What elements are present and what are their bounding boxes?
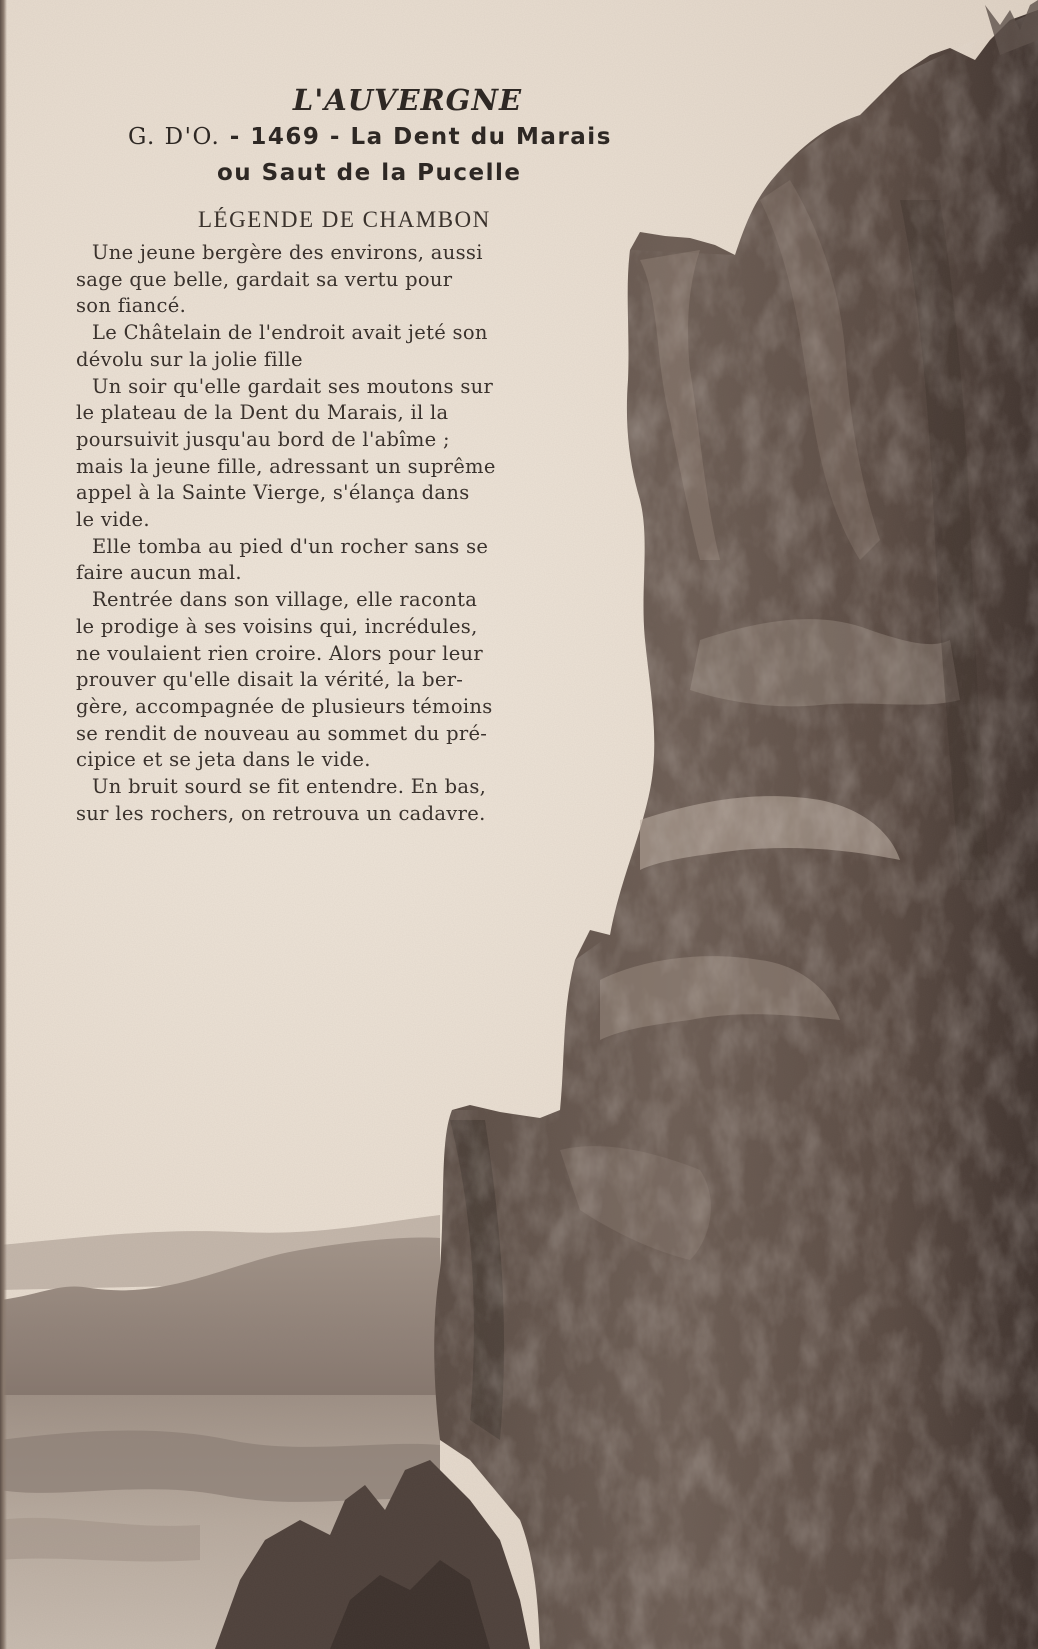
story-line: son fiancé. <box>76 294 187 318</box>
story-paragraph <box>76 374 568 534</box>
story-line: prouver qu'elle disait la vérité, la ber- <box>76 668 464 692</box>
story-line: Une jeune bergère des environs, aussi <box>92 241 483 264</box>
story-paragraph <box>76 774 568 827</box>
story-line: le plateau de la Dent du Marais, il la <box>76 401 449 425</box>
story-line: appel à la Sainte Vierge, s'élança dans <box>76 481 470 505</box>
story-line: Le Châtelain de l'endroit avait jeté son <box>92 321 488 345</box>
separator: - <box>229 124 241 150</box>
card-caption-line-2: ou Saut de la Pucelle <box>217 160 522 186</box>
story-line: le prodige à ses voisins qui, incrédules, <box>76 614 478 638</box>
story-line: poursuivit jusqu'au bord de l'abîme ; <box>76 427 450 451</box>
subject-title: La Dent du Marais <box>350 124 612 150</box>
publisher-code: G. D'O. <box>128 124 221 150</box>
story-line: faire aucun mal. <box>76 561 242 585</box>
story-line: Elle tomba au pied d'un rocher sans se <box>92 534 489 558</box>
region-title: L'AUVERGNE <box>292 83 523 117</box>
story-paragraph <box>76 587 568 774</box>
story-line: Un soir qu'elle gardait ses moutons sur <box>92 374 494 398</box>
story-line: cipice et se jeta dans le vide. <box>76 748 371 772</box>
legend-story <box>76 240 568 827</box>
separator: - <box>329 124 341 150</box>
story-line: gère, accompagnée de plusieurs témoins <box>76 694 493 718</box>
card-caption-line-1 <box>128 124 612 150</box>
card-edge <box>0 0 7 1649</box>
story-line: sage que belle, gardait sa vertu pour <box>76 267 453 291</box>
story-paragraph <box>76 534 568 587</box>
story-line: mais la jeune fille, adressant un suprême <box>76 454 496 478</box>
story-paragraph <box>76 240 568 320</box>
story-line: sur les rochers, on retrouva un cadavre. <box>76 801 486 825</box>
story-line: le vide. <box>76 508 150 532</box>
story-line: ne voulaient rien croire. Alors pour leur <box>76 641 484 665</box>
story-paragraph <box>76 320 568 373</box>
legend-heading: LÉGENDE DE CHAMBON <box>198 207 491 232</box>
story-line: se rendit de nouveau au sommet du pré- <box>76 721 488 745</box>
story-line: Un bruit sourd se fit entendre. En bas, <box>92 775 487 799</box>
story-line: dévolu sur la jolie fille <box>76 347 303 371</box>
card-number: 1469 <box>250 124 321 150</box>
story-line: Rentrée dans son village, elle raconta <box>92 588 478 612</box>
